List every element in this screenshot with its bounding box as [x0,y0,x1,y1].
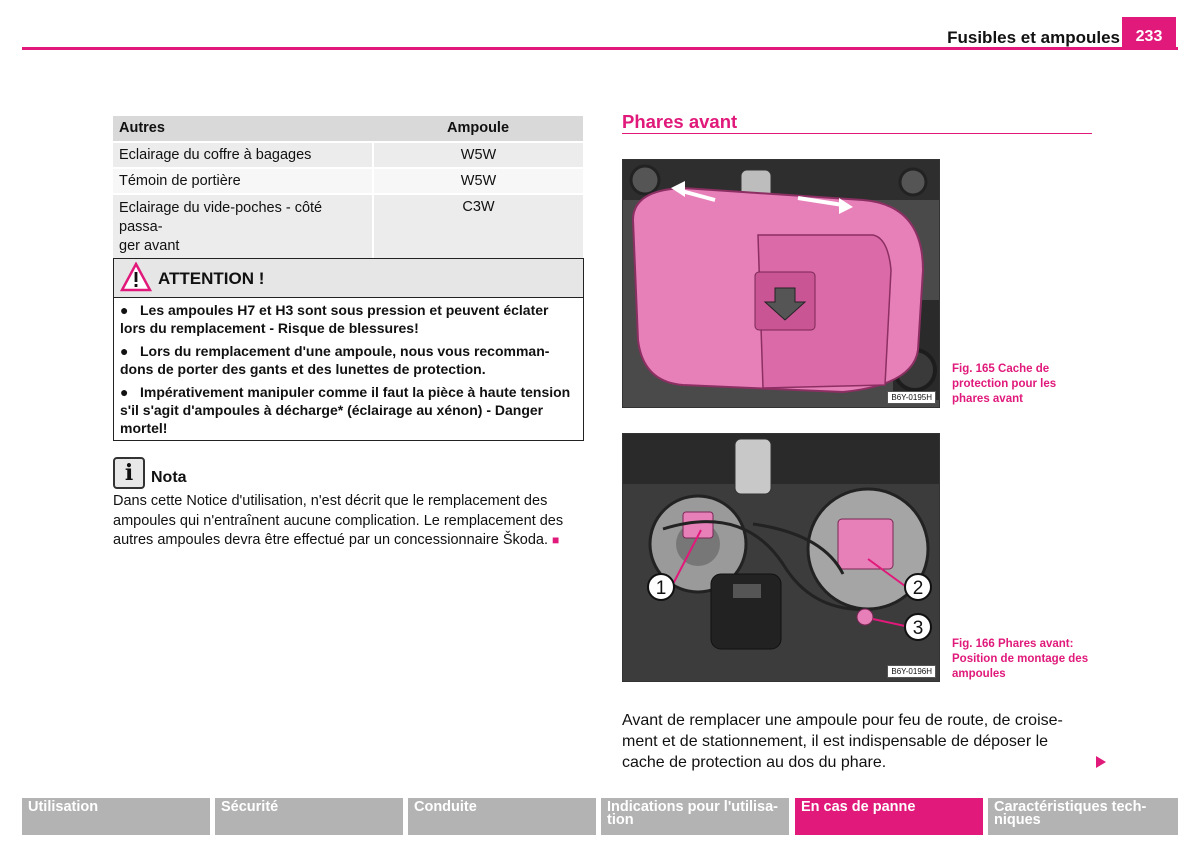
table-cell: Témoin de portière [113,168,373,194]
table-cell: C3W [373,194,583,261]
attention-title: ATTENTION ! [158,269,265,288]
info-icon: i [113,457,145,489]
tab-conduite[interactable]: Conduite [408,798,596,835]
tab-utilisation[interactable]: Utilisation [22,798,210,835]
attention-item: ● Les ampoules H7 et H3 sont sous pression et peuvent éclater lors du remplacement - Risque de blessures! [120,302,549,336]
section-header-title: Fusibles et ampoules [947,28,1120,47]
table-row [113,168,583,194]
callout-label: 2 [912,578,924,599]
bullet-icon: ● [120,384,129,400]
figure-165-image [622,159,940,408]
attention-header [114,259,583,298]
section-title: Phares avant [622,111,738,132]
warning-triangle-icon [120,262,152,292]
nota-title: Nota [151,469,187,486]
table-header-ampoule: Ampoule [373,116,583,142]
bullet-icon: ● [120,343,129,359]
page-number: 233 [1122,17,1176,50]
attention-item: ● Impérativement manipuler comme il faut la pièce à haute tension s'il s'agit d'ampoules à décharge* (éclairage au xénon) - Danger mortel! [120,384,571,436]
tab-securite[interactable]: Sécurité [215,798,403,835]
continue-arrow-icon [1096,756,1106,768]
end-marker-icon: ■ [552,533,560,547]
table-row [113,194,583,261]
callout-label: 1 [655,578,667,599]
section-rule [622,133,1092,134]
attention-item: ● Lors du remplacement d'une ampoule, nous vous recomman-dons de porter des gants et des lunettes de protection. [120,343,550,377]
attention-box [113,258,584,441]
body-paragraph: Avant de remplacer une ampoule pour feu de route, de croise-ment et de stationnement, il est indispensable de déposer le cache de protection au dos du phare. [622,712,1063,771]
headlight-bulbs-illustration [623,434,939,681]
tab-indications[interactable]: Indications pour l'utilisa-tion [601,798,789,835]
figure-code: B6Y-0196H [887,665,936,678]
nota-text: Dans cette Notice d'utilisation, n'est décrit que le remplacement des ampoules qui n'entraînent aucune complication. Le remplacement des autres ampoules devra être effectué par un concessionnaire Škoda. ■ [113,493,564,548]
table-cell: W5W [373,142,583,168]
table-cell: Eclairage du coffre à bagages [113,142,373,168]
callout-label: 3 [912,618,924,639]
table-cell: W5W [373,168,583,194]
bulb-table [113,116,583,262]
tab-caracteristiques[interactable]: Caractéristiques tech-niques [988,798,1178,835]
bullet-icon: ● [120,302,129,318]
table-header-autres: Autres [113,116,373,142]
tab-en-cas-de-panne[interactable]: En cas de panne [795,798,983,835]
headlight-cover-illustration [623,160,939,407]
table-row [113,142,583,168]
table-cell: Eclairage du vide-poches - côté passa- ger avant [113,194,373,261]
figure-code: B6Y-0195H [887,391,936,404]
figure-165-caption: Fig. 165 Cache de protection pour les phares avant [952,363,1057,405]
figure-166-caption: Fig. 166 Phares avant: Position de montage des ampoules [952,638,1089,680]
figure-166-image [622,433,940,682]
